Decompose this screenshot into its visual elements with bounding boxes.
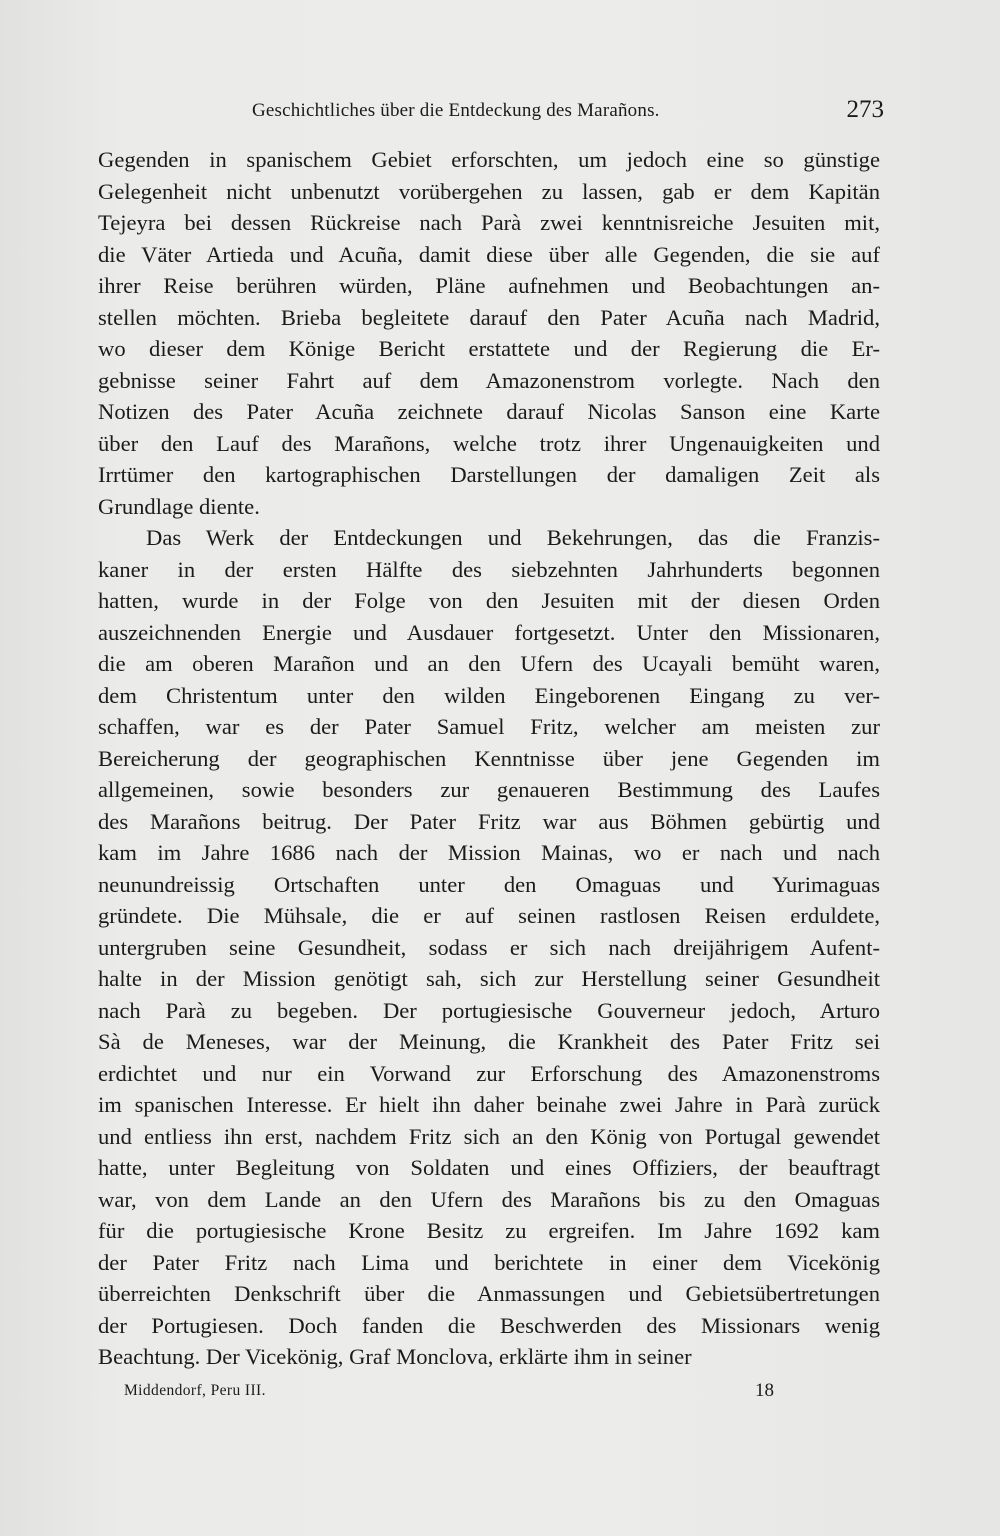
text-line: der Portugiesen. Doch fanden die Beschwerden des Missionars wenig <box>98 1312 880 1338</box>
text-line: schaffen, war es der Pater Samuel Fritz, welcher am meisten zur <box>98 714 880 739</box>
text-line: stellen möchten. Brieba begleitete darauf den Pater Acuña nach Madrid, <box>98 304 880 330</box>
page-footer <box>124 1382 774 1412</box>
text-line: der Pater Fritz nach Lima und berichtete in einer dem Vicekönig <box>98 1249 880 1275</box>
text-line: überreichten Denkschrift über die Anmassungen und Gebietsübertretungen <box>98 1281 880 1306</box>
text-line: die am oberen Marañon und an den Ufern des Ucayali bemüht waren, <box>98 651 880 676</box>
page-header <box>252 96 884 136</box>
text-line: Tejeyra bei dessen Rückreise nach Parà zwei kenntnisreiche Jesuiten mit, <box>98 210 880 235</box>
text-line: Beachtung. Der Vicekönig, Graf Monclova, erklärte ihm in seiner <box>98 1344 692 1369</box>
text-line: Grundlage diente. <box>98 493 260 519</box>
text-line: dem Christentum unter den wilden Eingeborenen Eingang zu ver- <box>98 682 880 708</box>
text-line: hatte, unter Begleitung von Soldaten und eines Offiziers, der beauftragt <box>98 1155 880 1180</box>
text-line: Notizen des Pater Acuña zeichnete darauf Nicolas Sanson eine Karte <box>98 399 880 424</box>
text-line: Gegenden in spanischem Gebiet erforschten, um jedoch eine so günstige <box>98 147 880 172</box>
text-line: Sà de Meneses, war der Meinung, die Krankheit des Pater Fritz sei <box>98 1029 880 1054</box>
text-line: des Marañons beitrug. Der Pater Fritz war aus Böhmen gebürtig und <box>98 808 880 834</box>
text-line: Bereicherung der geographischen Kenntnisse über jene Gegenden im <box>98 745 880 771</box>
text-line: wo dieser dem Könige Bericht erstattete und der Regierung die Er- <box>98 336 880 361</box>
text-line: halte in der Mission genötigt sah, sich zur Herstellung seiner Gesundheit <box>98 966 880 991</box>
text-line: für die portugiesische Krone Besitz zu ergreifen. Im Jahre 1692 kam <box>98 1218 880 1243</box>
paragraph <box>98 144 880 522</box>
text-line: allgemeinen, sowie besonders zur genaueren Bestimmung des Laufes <box>98 777 880 802</box>
text-line: gründete. Die Mühsale, die er auf seinen rastlosen Reisen erduldete, <box>98 903 880 928</box>
sheet-number: 18 <box>755 1380 774 1401</box>
text-line: hatten, wurde in der Folge von den Jesuiten mit der diesen Orden <box>98 588 880 613</box>
text-line: kaner in der ersten Hälfte des siebzehnten Jahrhunderts begonnen <box>98 556 880 582</box>
text-line: war, von dem Lande an den Ufern des Marañons bis zu den Omaguas <box>98 1186 880 1212</box>
text-line: im spanischen Interesse. Er hielt ihn daher beinahe zwei Jahre in Parà zurück <box>98 1092 880 1117</box>
text-line: ihrer Reise berühren würden, Pläne aufnehmen und Beobachtungen an- <box>98 273 880 298</box>
text-line: auszeichnenden Energie und Ausdauer fortgesetzt. Unter den Missionaren, <box>98 619 880 645</box>
text-line: die Väter Artieda und Acuña, damit diese über alle Gegenden, die sie auf <box>98 241 880 267</box>
text-line: nach Parà zu begeben. Der portugiesische Gouverneur jedoch, Arturo <box>98 997 880 1023</box>
text-line: untergruben seine Gesundheit, sodass er sich nach dreijährigem Aufent- <box>98 934 880 960</box>
text-line: gebnisse seiner Fahrt auf dem Amazonenstrom vorlegte. Nach den <box>98 367 880 393</box>
text-line: Gelegenheit nicht unbenutzt vorübergehen zu lassen, gab er dem Kapitän <box>98 178 880 204</box>
body-text <box>98 144 880 1373</box>
text-line: erdichtet und nur ein Vorwand zur Erforschung des Amazonenstroms <box>98 1060 880 1086</box>
text-line: über den Lauf des Marañons, welche trotz ihrer Ungenauigkeiten und <box>98 430 880 456</box>
page-number: 273 <box>846 96 884 123</box>
text-line: und entliess ihn erst, nachdem Fritz sich an den König von Portugal gewendet <box>98 1123 880 1149</box>
text-line: neunundreissig Ortschaften unter den Omaguas und Yurimaguas <box>98 871 880 897</box>
paragraph <box>98 522 880 1373</box>
text-line: kam im Jahre 1686 nach der Mission Mainas, wo er nach und nach <box>98 840 880 865</box>
running-title: Geschichtliches über die Entdeckung des Marañons. <box>252 100 660 121</box>
printer-signature: Middendorf, Peru III. <box>124 1382 266 1399</box>
text-line: Das Werk der Entdeckungen und Bekehrungen, das die Franzis- <box>146 525 880 550</box>
text-line: Irrtümer den kartographischen Darstellungen der damaligen Zeit als <box>98 462 880 487</box>
